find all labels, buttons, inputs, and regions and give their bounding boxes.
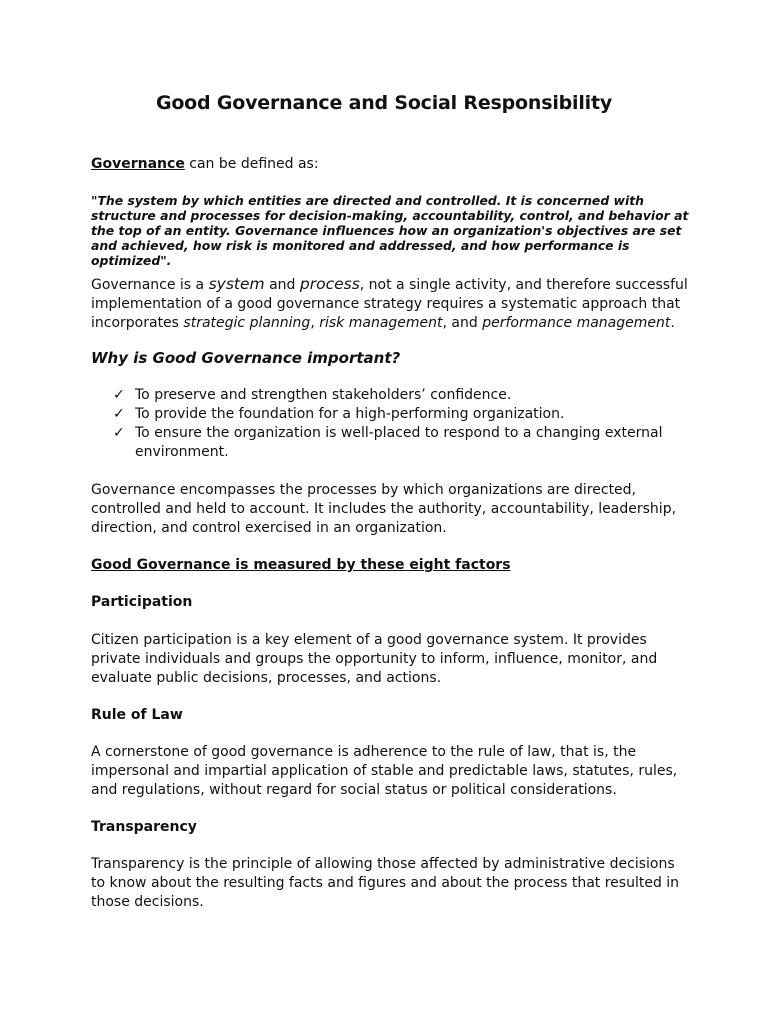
definition-intro-text: can be defined as: bbox=[184, 156, 319, 172]
checkmark-icon: ✓ bbox=[113, 425, 125, 441]
transparency-heading: Transparency bbox=[91, 819, 197, 835]
rule-of-law-paragraph: A cornerstone of good governance is adherence to the rule of law, that is, the impersonal and impartial application of stable and predictable laws, statutes, rules, and regulations, without regard for social status or political considerations. bbox=[91, 744, 678, 798]
why-heading: Why is Good Governance important? bbox=[91, 349, 401, 367]
list-item bbox=[91, 424, 691, 462]
performance-management-emphasis: performance management bbox=[482, 315, 671, 331]
para1-text-4: , bbox=[310, 315, 320, 331]
strategic-planning-emphasis: strategic planning bbox=[183, 315, 311, 331]
participation-heading: Participation bbox=[91, 594, 193, 610]
checkmark-icon: ✓ bbox=[113, 406, 125, 422]
para1-text-5: , and bbox=[442, 315, 483, 331]
list-item-text: To ensure the organization is well-placed to respond to a changing external environment. bbox=[135, 425, 663, 460]
document-title: Good Governance and Social Responsibility bbox=[155, 92, 613, 114]
factors-heading: Good Governance is measured by these eight factors bbox=[91, 557, 511, 573]
governance-definition-quote: "The system by which entities are directed and controlled. It is concerned with structure and processes for decision-making, accountability, control, and behavior at the top of an entity. Governance influences how an organization's objectives are set and achieved, how risk is monitored and addressed, and how performance is optimized". bbox=[91, 193, 689, 268]
transparency-paragraph: Transparency is the principle of allowing those affected by administrative decisions to know about the resulting facts and figures and about the process that resulted in those decisions. bbox=[91, 856, 680, 910]
system-emphasis: system bbox=[208, 275, 265, 293]
rule-of-law-heading: Rule of Law bbox=[91, 707, 183, 723]
governance-term: Governance bbox=[91, 156, 185, 172]
para1-text-1: Governance is a bbox=[91, 277, 209, 293]
list-item bbox=[91, 405, 691, 424]
process-emphasis: process bbox=[299, 275, 360, 293]
para1-text-6: . bbox=[670, 315, 675, 331]
checkmark-icon: ✓ bbox=[113, 387, 125, 403]
definition-intro bbox=[91, 155, 691, 174]
para1-text-3: , not a single activity, and therefore successful implementation of a good governance strategy requires a systematic approach that incorporates bbox=[91, 277, 688, 331]
list-item bbox=[91, 386, 691, 405]
list-item-text: To provide the foundation for a high-performing organization. bbox=[135, 406, 565, 422]
para1-text-2: and bbox=[264, 277, 300, 293]
why-checklist bbox=[91, 386, 691, 462]
list-item-text: To preserve and strengthen stakeholders’ confidence. bbox=[135, 387, 512, 403]
system-process-paragraph bbox=[91, 275, 691, 333]
governance-encompasses-paragraph: Governance encompasses the processes by which organizations are directed, controlled and held to account. It includes the authority, accountability, leadership, direction, and control exercised in an organization. bbox=[91, 482, 677, 536]
risk-management-emphasis: risk management bbox=[319, 315, 443, 331]
participation-paragraph: Citizen participation is a key element of a good governance system. It provides private individuals and groups the opportunity to inform, influence, monitor, and evaluate public decisions, processes, and actions. bbox=[91, 632, 658, 686]
